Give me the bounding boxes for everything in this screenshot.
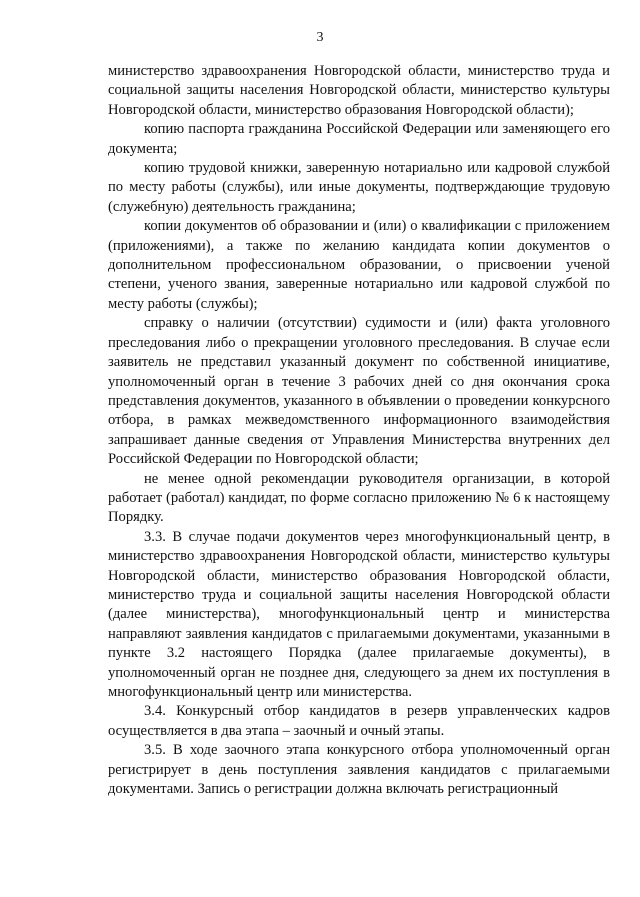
- document-body: [108, 62, 610, 799]
- paragraph-education-documents-copy: копии документов об образовании и (или) о квалификации с приложением (приложениями), а также по желанию кандидата копии документов о дополнительном профессиональном образовании, о присвоении ученой степени, ученого звания, заверенные нотариально или кадровой службой по месту работы (службы);: [108, 218, 610, 312]
- paragraph-section-3-3: 3.3. В случае подачи документов через многофункциональный центр, в министерство здравоохранения Новгородской области, министерство культуры Новгородской области, министерство образования Новгородской области, министерство труда и социальной защиты населения Новгородской области (далее министерства), многофункциональный центр и министерства направляют заявления кандидатов с прилагаемыми документами, указанными в пункте 3.2 настоящего Порядка (далее прилагаемые документы), в уполномоченный орган не позднее дня, следующего за днем их поступления в многофункциональный центр или министерства.: [108, 528, 610, 700]
- paragraph-passport-copy: копию паспорта гражданина Российской Федерации или заменяющего его документа;: [108, 121, 610, 157]
- paragraph-employment-record-copy: копию трудовой книжки, заверенную нотариально или кадровой службой по месту работы (службы), или иные документы, подтверждающие трудовую (служебную) деятельность гражданина;: [108, 160, 610, 215]
- paragraph-section-3-4: 3.4. Конкурсный отбор кандидатов в резерв управленческих кадров осуществляется в два этапа – заочный и очный этапы.: [108, 703, 610, 739]
- paragraph-recommendation: не менее одной рекомендации руководителя организации, в которой работает (работал) кандидат, по форме согласно приложению № 6 к настоящему Порядку.: [108, 470, 610, 526]
- paragraph-ministries-list-end: министерство здравоохранения Новгородской области, министерство труда и социальной защиты населения Новгородской области, министерство культуры Новгородской области, министерство образования Новгородской области);: [108, 63, 610, 118]
- page-number: 3: [316, 30, 324, 45]
- paragraph-criminal-record-certificate: справку о наличии (отсутствии) судимости и (или) факта уголовного преследования либо о прекращении уголовного преследования. В случае если заявитель не представил указанный документ по собственной инициативе, уполномоченный орган в течение 3 рабочих дней со дня окончания срока представления документов, указанного в объявлении о проведении конкурсного отбора, в рамках межведомственного информационного взаимодействия запрашивает данные сведения от Управления Министерства внутренних дел Российской Федерации по Новгородской области;: [108, 315, 610, 468]
- paragraph-section-3-5: 3.5. В ходе заочного этапа конкурсного отбора уполномоченный орган регистрирует в день поступления заявления кандидатов с прилагаемыми документами. Запись о регистрации должна включать регистрационный: [108, 742, 610, 798]
